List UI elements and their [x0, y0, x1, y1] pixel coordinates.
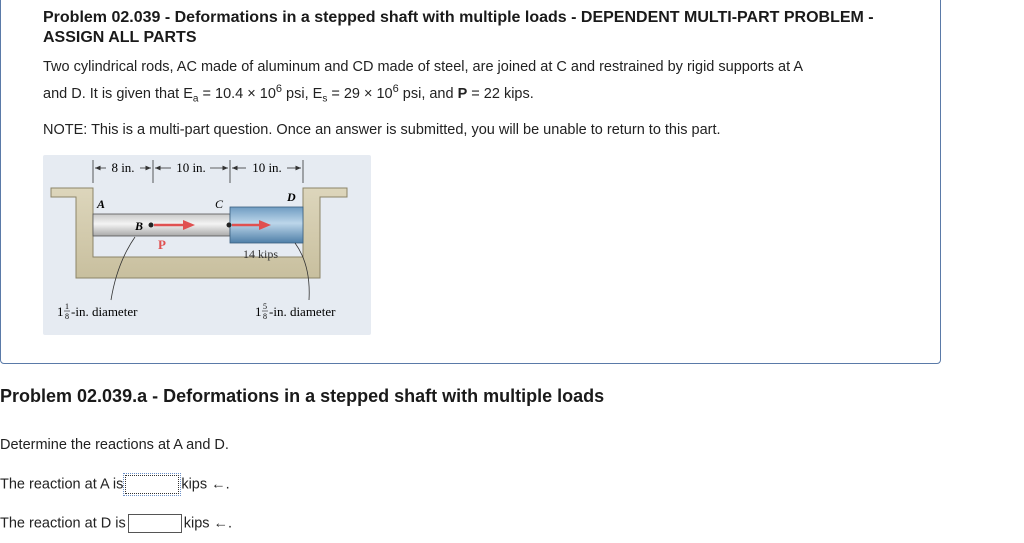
problem-statement: Two cylindrical rods, AC made of aluminum and CD made of steel, are joined at C and restrained by rigid supports at A and D. It is given that $E_a = 10.4 \times 10^6$ psi, $E_s = 29 \times 10^6$ psi, and P = 22 kips. — [43, 59, 804, 105]
dim-cd: 10 in. — [252, 160, 282, 175]
left-diameter-label: -in. diameter — [71, 304, 138, 319]
svg-text:8: 8 — [65, 312, 69, 321]
svg-text:5: 5 — [263, 302, 267, 311]
reaction-a-input[interactable] — [125, 475, 179, 494]
reaction-d-unit: kips ←. — [183, 515, 233, 532]
svg-text:1: 1 — [57, 304, 64, 319]
label-c: C — [215, 197, 224, 211]
reaction-a-unit: kips ←. — [181, 476, 230, 493]
label-b: B — [135, 219, 144, 233]
dim-bc: 10 in. — [176, 160, 206, 175]
right-diameter-label: -in. diameter — [269, 304, 336, 319]
svg-text:1: 1 — [255, 304, 262, 319]
label-a: A — [97, 197, 106, 211]
reaction-d-row — [0, 514, 232, 533]
part-heading: Problem 02.039.a - Deformations in a stepped shaft with multiple loads — [0, 386, 605, 406]
reaction-d-label: The reaction at D is — [0, 515, 126, 532]
reaction-a-row — [0, 475, 230, 494]
svg-text:1: 1 — [65, 302, 69, 311]
stepped-shaft-figure — [43, 155, 371, 335]
figure-drawing — [43, 155, 371, 335]
label-d: D — [287, 190, 296, 204]
svg-text:8: 8 — [263, 312, 267, 321]
part-question: Determine the reactions at A and D. — [0, 437, 229, 453]
reaction-a-label: The reaction at A is — [0, 476, 124, 493]
note-text: NOTE: This is a multi-part question. Once an answer is submitted, you will be unable to return to this part. — [43, 122, 721, 138]
dim-ab: 8 in. — [111, 160, 135, 175]
load-14-kips: 14 kips — [243, 247, 279, 261]
intro-line1: Two cylindrical rods, AC made of aluminum and CD made of steel, are joined at C and restrained by rigid supports at A — [43, 59, 804, 75]
reaction-d-input[interactable] — [128, 514, 182, 533]
problem-title: Problem 02.039 - Deformations in a stepped shaft with multiple loads - DEPENDENT MULTI-PART PROBLEM - ASSIGN ALL PARTS — [43, 9, 874, 46]
label-p: P — [158, 237, 166, 252]
